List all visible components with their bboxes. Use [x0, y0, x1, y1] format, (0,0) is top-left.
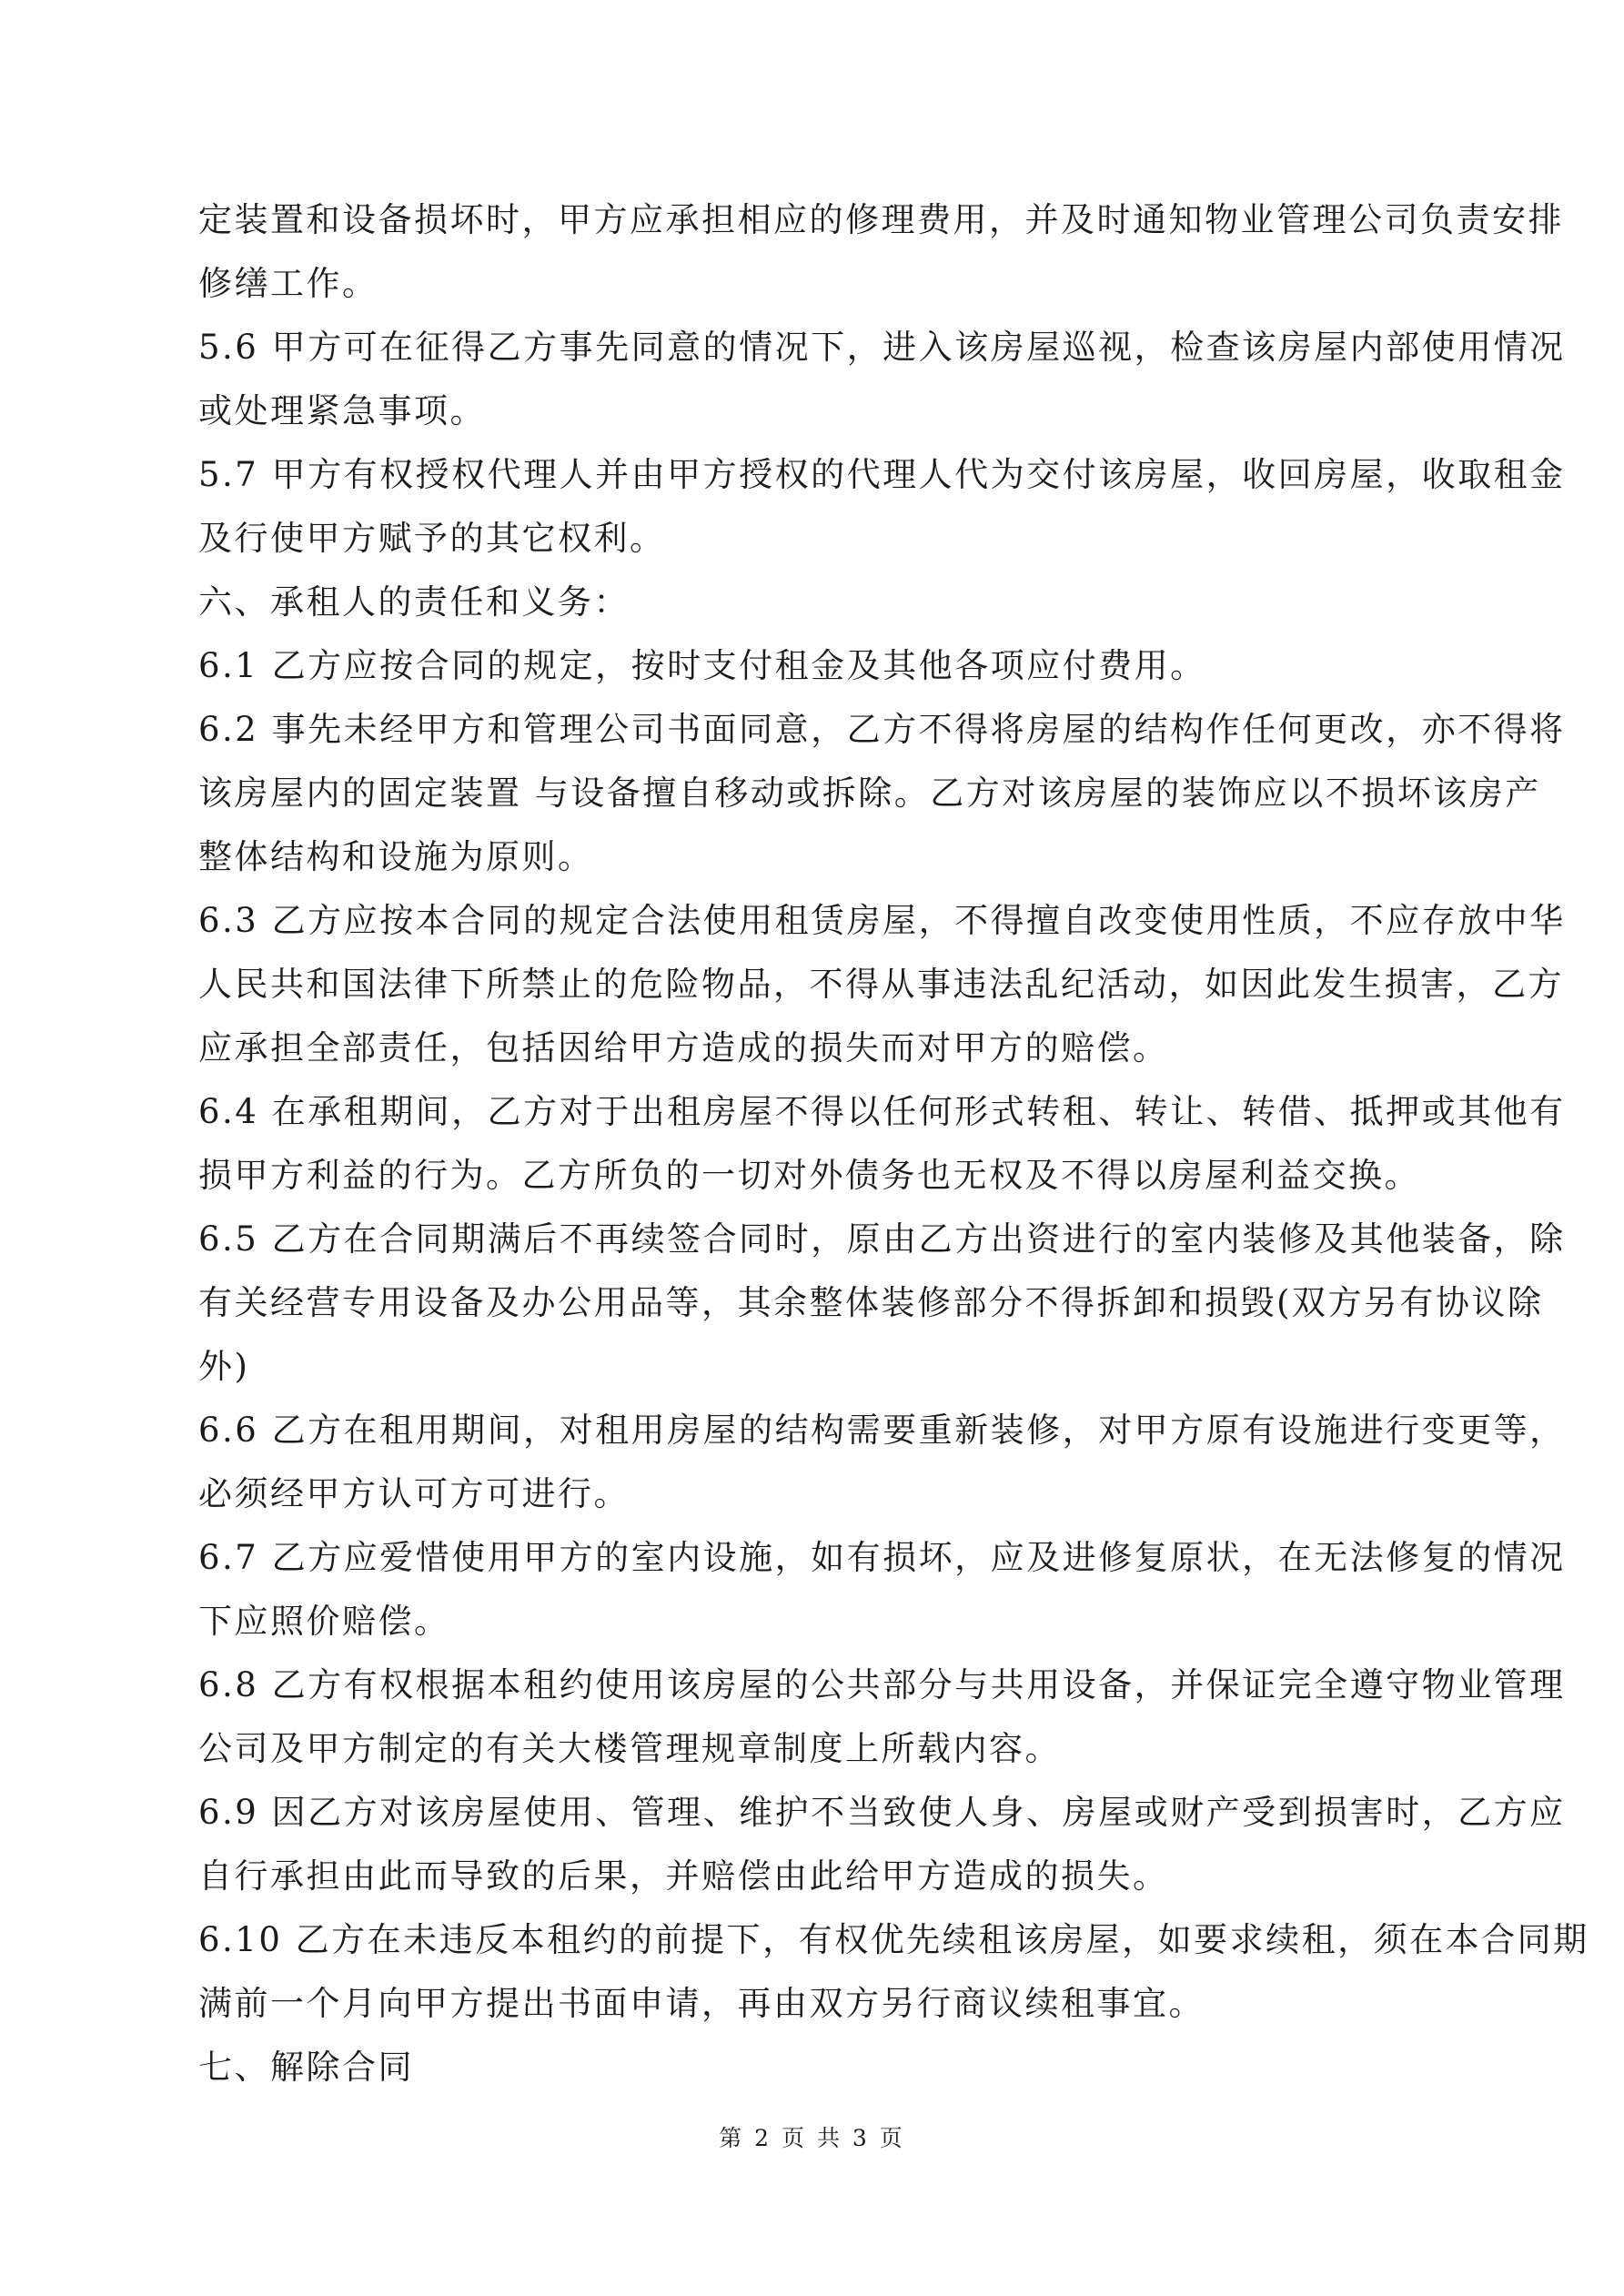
document-line: 5.7 甲方有权授权代理人并由甲方授权的代理人代为交付该房屋，收回房屋，收取租金	[198, 455, 1566, 494]
document-line: 6.5 乙方在合同期满后不再续签合同时，原由乙方出资进行的室内装修及其他装备，除	[198, 1219, 1566, 1259]
document-line: 6.7 乙方应爱惜使用甲方的室内设施，如有损坏，应及进修复原状，在无法修复的情况	[198, 1538, 1566, 1577]
document-line: 或处理紧急事项。	[198, 391, 486, 430]
document-line: 必须经甲方认可方可进行。	[198, 1474, 630, 1513]
document-line: 六、承租人的责任和义务：	[198, 582, 630, 622]
document-line: 整体结构和设施为原则。	[198, 837, 594, 876]
document-line: 公司及甲方制定的有关大楼管理规章制度上所载内容。	[198, 1729, 1061, 1768]
document-line: 下应照价赔偿。	[198, 1602, 450, 1641]
document-line: 损甲方利益的行为。乙方所负的一切对外债务也无权及不得以房屋利益交换。	[198, 1156, 1420, 1195]
document-line: 自行承担由此而导致的后果，并赔偿由此给甲方造成的损失。	[198, 1856, 1169, 1896]
document-line: 外)	[198, 1347, 250, 1386]
document-line: 6.8 乙方有权根据本租约使用该房屋的公共部分与共用设备，并保证完全遵守物业管理	[198, 1665, 1566, 1704]
document-line: 6.9 因乙方对该房屋使用、管理、维护不当致使人身、房屋或财产受到损害时，乙方应	[198, 1793, 1566, 1832]
document-line: 人民共和国法律下所禁止的危险物品，不得从事违法乱纪活动，如因此发生损害，乙方	[198, 965, 1564, 1004]
document-line: 6.2 事先未经甲方和管理公司书面同意，乙方不得将房屋的结构作任何更改，亦不得将	[198, 710, 1566, 749]
document-line: 满前一个月向甲方提出书面申请，再由双方另行商议续租事宜。	[198, 1984, 1205, 2023]
document-line: 有关经营专用设备及办公用品等，其余整体装修部分不得拆卸和损毁(双方另有协议除	[198, 1283, 1544, 1322]
document-line: 该房屋内的固定装置 与设备擅自移动或拆除。乙方对该房屋的装饰应以不损坏该房产	[198, 774, 1541, 813]
document-line: 定装置和设备损坏时，甲方应承担相应的修理费用，并及时通知物业管理公司负责安排	[198, 200, 1564, 239]
document-line: 6.1 乙方应按合同的规定，按时支付租金及其他各项应付费用。	[198, 646, 1206, 685]
page-number-footer: 第 2 页 共 3 页	[719, 2125, 905, 2151]
document-line: 修缮工作。	[198, 264, 378, 303]
document-line: 6.10 乙方在未违反本租约的前提下，有权优先续租该房屋，如要求续租，须在本合同期	[198, 1920, 1589, 1959]
document-line: 6.3 乙方应按本合同的规定合法使用租赁房屋，不得擅自改变使用性质，不应存放中华	[198, 901, 1566, 940]
document-line: 6.4 在承租期间，乙方对于出租房屋不得以任何形式转租、转让、转借、抵押或其他有	[198, 1092, 1566, 1131]
document-line: 及行使甲方赋予的其它权利。	[198, 519, 666, 558]
document-line: 5.6 甲方可在征得乙方事先同意的情况下，进入该房屋巡视，检查该房屋内部使用情况	[198, 328, 1566, 367]
document-line: 6.6 乙方在租用期间，对租用房屋的结构需要重新装修，对甲方原有设施进行变更等，	[198, 1411, 1566, 1450]
document-line: 七、解除合同	[198, 2048, 414, 2087]
document-body	[198, 188, 1589, 2099]
document-line: 应承担全部责任，包括因给甲方造成的损失而对甲方的赔偿。	[198, 1028, 1169, 1067]
